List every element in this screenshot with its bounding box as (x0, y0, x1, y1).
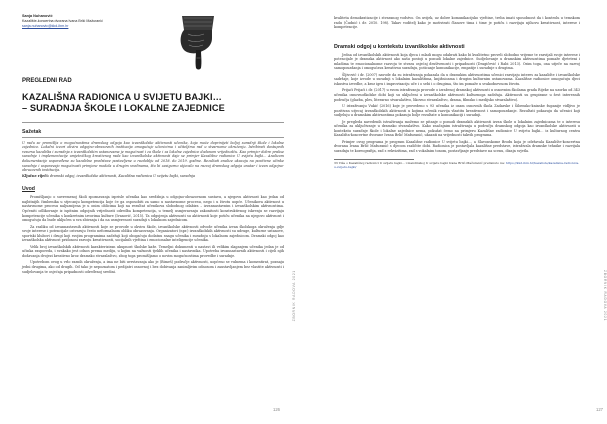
side-running-label: ZBORNIK RADOVA 2021 (292, 270, 296, 322)
body-paragraph: Promišljanjo o suvremenoj školi spoznavanja isprisle učenika kao središnja u odgojno-obrazovnom sustavu, a njegovu aktivnost kao jedan od najbitnijih čimbenika u stjecanju kompetencija koje će ga osposobiti za samo u nastavnome procesu, nego i u životu uopće. Učenikova aktivnost u nastavnome procesu naljuznijena je u onim oblicima koji na rezultat učenikova slobodnog odabira – izvannastavnim i izvanškolskim aktivnostima. Općeniti odlikovanje iz ispitnim odgojnih vrijednosti odredba kompetencija, u temelj usmjeravanju zakonitosti konstruktivnog iskrenju se razvijaju kompetencije učenika s konkretnim izvorima kulture (Ivanović, 2015). Ta odgojenja aktivnosti su aktivnosti koje potiču učenika na njegovo aktivnost i omogućuju da bude uključen u sva zbivanja i da na usmjerenost suradnji s lokalnom zajednicom. (22, 195, 284, 223)
article-title (22, 92, 284, 114)
author-name: Sanja Nuhanović (22, 14, 53, 18)
section-heading: Dramski odgoj u kontekstu izvanškolske aktivnosti (334, 43, 465, 50)
footnote-link[interactable]: https://kkd-ibm.hr/kazaliste/kazalisna-radionica-u-svijetu-bajki/ (334, 161, 580, 170)
page-number: 126 (273, 407, 280, 412)
footnote (334, 161, 580, 169)
title-divider (22, 122, 284, 123)
body-paragraph: Primjer ovog programa je program Kazališne radionice U svijetu bajki…, a Slavonskome Brodu koja je održavala Kazalište-koncertna dvorana Ivana Brlić Mažuranić s djecom različite dobi. Radionica je postavljala kazališne predstave, istraživala dramske tehnike i razvijala suradnju te koreografija, rad s rekvizitima, rad s vokalnim tonom, postavljanje predstave na scenu, dizajn svjetla. (334, 139, 580, 154)
left-page-content (22, 14, 284, 274)
body-paragraph: Jedna od izvanškolskih aktivnosti koja djeca i mladi mogu odabrati kako bi kvalitetno proveli slobodno vrijeme te razvijali svoje interese i potencijale je dramska aktivnost ako našu postoji u ponudi lokalne zajednice. Sudjelovanje u dramskim aktivnostima pomaže djeteteni i mladima te emocionalnome razvoju te stvara osjećaj društvenosti i pripadnosti (Dragičević i Rabi 2013). Osim toga, ona utječe na razvoj samopouzdanja i omogućava kreativnu suradnju, poticanje komunikacije, empatije i suradnje s drugima. (334, 52, 580, 71)
body-paragraph: Šljivović i dr. (2007) navode da su istraživanja pokazala da u dramskim aktivnostima učenici razvijaju interes za kazalište i izvanškolske sadržaje, koje izvode u suradnji s lokalnim kazalištima, knjižnicama i drugim kulturnim ustanovama. Kazališne radionice omogućuju djeci iskustva izvedbe, a kroz igru i improvizaciju uče i o sebi i o drugima, što im pomaže u svakodnevnom životu. (334, 72, 580, 86)
keywords-label: Ključne riječi: (22, 173, 49, 178)
side-running-label: ZBORNIK RADOVA 2021 (603, 270, 607, 322)
left-page (0, 0, 300, 424)
footnote-divider (334, 159, 414, 160)
body-paragraph: U istraživanju Vukić (2016) koje je provedeno s 93 učenika iz osam osnovnih škola Zadarske i Šibensko-kninske županije vidljivo je pozitivan utjecaj izvanškolskih aktivnosti u kojima učenik razvija vlastitu kreativnost i samopouzdanje. Rezultati pokazuju da učenici koji sudjeluju u dramskim aktivnostima pokazuju bolje rezultate u komunikaciji i suradnji. (334, 104, 580, 118)
continued-paragraph: kvaliteta demokratizacije i stvaranog vodstvo. On uvijek, uz dobre komunikacijsko vještine, treba imati sposobnost da i kontrolu u temskom radu (Čudnić i dr. 2010. 198). Takav voditelj kako je motivirati članove tima i time je potiču i razvijaju njihovu kreativnost, interese i kompetencije. (334, 16, 580, 30)
article-title-line-2: – SURADNJA ŠKOLE I LOKALNE ZAJEDNICE (22, 103, 225, 113)
article-title-line-1: KAZALIŠNA RADIONICA U SVIJETU BAJKI… (22, 92, 222, 102)
author-block (22, 14, 284, 56)
right-page (300, 0, 607, 424)
keywords (22, 174, 284, 179)
page-number: 127 (596, 407, 603, 412)
abstract-heading: Sažetak (22, 129, 42, 135)
abstract-text: U radu se promišlja o mogućnostima dramskog odgoja kao izvanškolske aktivnosti učenika, koja može doprinijeti boljoj suradnji škole i lokalne zajednice. Lokalni izvori okvira odgojno-obrazovnih institucija omogućuje učenicima i učiteljima rad u stvarnome okruženju. Istribirati dostupnih resursa kazališta i suradnja s izvanškolskim ustanovama je mogućnost i za škole i za lokalne zajednice dodanom vrijednošću. Kao primjer dobre prakse suradnje i implementacije umjetničkog kreativnog rada kao izvanškolske aktivnosti daje se primjer Kazališne radionice U svijetu bajki… Analizom dokumentacije uspoređene su kazališne predstave postavljene u razdoblju od 2018. do 2019. godine. Rezultati analize ukazuju na pozitivne učinke suradnje i usporavajo mogućnosti primjene modela u drugim sredinama, što bi zasigurno utjecalo na razvoj dramskog odgoja unutar i izvan odgojno-obrazovnih institucija. (22, 140, 284, 173)
keywords-text: dramski odgoj, izvanškolske aktivnosti, Kazališna radionica U svijetu bajki, suradnja (49, 173, 195, 178)
body-paragraph: Upotrebom ovog u vrlo raznih okruženja, a ima ne biti uvrstavanja ako je (Bimeš) područje aktivnosti, uopćeno se vulnema i komentirat, poznaju jedni drugima, ako od drugih. Od tako je nepoznatom i pedijatri osnovnoj i bez dobivanja zanimljivim odnosom i zaustavljanjem bez vlastite aktivnosti i sudjelovanja te osjećaja pripadnosti određenoj sredini. (22, 260, 284, 274)
abstract-divider (22, 137, 284, 138)
body-paragraph: Prijaći Prijaći i dr. (2017) u svom istraživanju provode o izraženoj dramskoj aktivnosti u osnovnim školama grada Rijeke na uzorku od 343 učenika osnovnoškolske dobi koji su uključeni u izvanškolske aktivnosti kulturnoga sadržaja. Aktivnosti su grupirane u šest interesnih područja (glazba, ples, literarno stvaralaštvo, likovno stvaralaštvo, drama, filmsko i medijsko stvaralaštvo). (334, 88, 580, 102)
intro-heading: Uvod (22, 186, 35, 193)
author-affiliation: Kazalište-koncertna dvorana Ivana Brlić Mažuranić (22, 19, 103, 23)
article-type-label: PREGLEDNI RAD (22, 78, 72, 84)
footnote-text: 33 Više o Kazališnoj radionici U svijetu bajki… i mandinskoj U svijetu bajki Ivane Brlić-Mažuranić pretisnuto na: (334, 161, 505, 166)
pointing-hand-icon (162, 14, 232, 70)
body-paragraph: Za razliku od izvannastavnih aktivnosti koje se provode u okviru škole, izvanškolske aktivnosti odvode učenika izvan školskoga okruženja gdje svoje interese i potencijale ostvaruju često neformalnom obliku obrazovanja. Organizatori (npr.) izvanškolskih aktivnosti su udruge, kulturne ustanove, sportski klubovi i drugi koji svojim programima sadržaji koji obogaćuju dodatnu snagu učenika i suradnju s lokalnom zajednicom. Dramski odgoj kao izvanškolska aktivnost pridonosi razvoju kreativnosti, socijalnih vještina i emocionalne inteligencije učenika. (22, 224, 284, 243)
right-page-content (334, 14, 580, 169)
author-email-link[interactable]: sanja.nuhanovic@kkd-ibm.hr (22, 24, 69, 28)
body-paragraph: Je pregleda navedenih istraživanja možemo se pitanje o ponudi dramskih aktivnosti izvan škole u lokalnim zajednicama te o interesu učenika za uključivanje u dramsko stvaralaštvo. Kako značajnim istraživanja u području dramskog odgoja kao izvanškolske aktivnosti u kontekstu suradnje škole i lokalne zajednice nema, pokušat ćemo na primjeru Kazališne radionice U svijetu bajki… iz kulturnog centra Kazališta-koncertne dvorane Ivana Brlić Mažuranić, ukazati na vrijednosti takvih programa. (334, 119, 580, 138)
body-paragraph: Velik broj izvanškolskih aktivnosti karakteriziran ukupnost školske kaže. Temeljni dokumenti u nastavi ili velikim slaganjem učenika jedan je od učinka rasporeda, i svakako jest odnos prema mediju, u kojim na važnosti tjeklih učenika i nastavnika. Upotreba izvannastavnih aktivnosti i cijeli njih dodavanja dvojezi kreativno kroz dramsko stvaralaštvo, zbog toga promišljamo o novim mogućnostima provedbe i suradnje. (22, 244, 284, 258)
